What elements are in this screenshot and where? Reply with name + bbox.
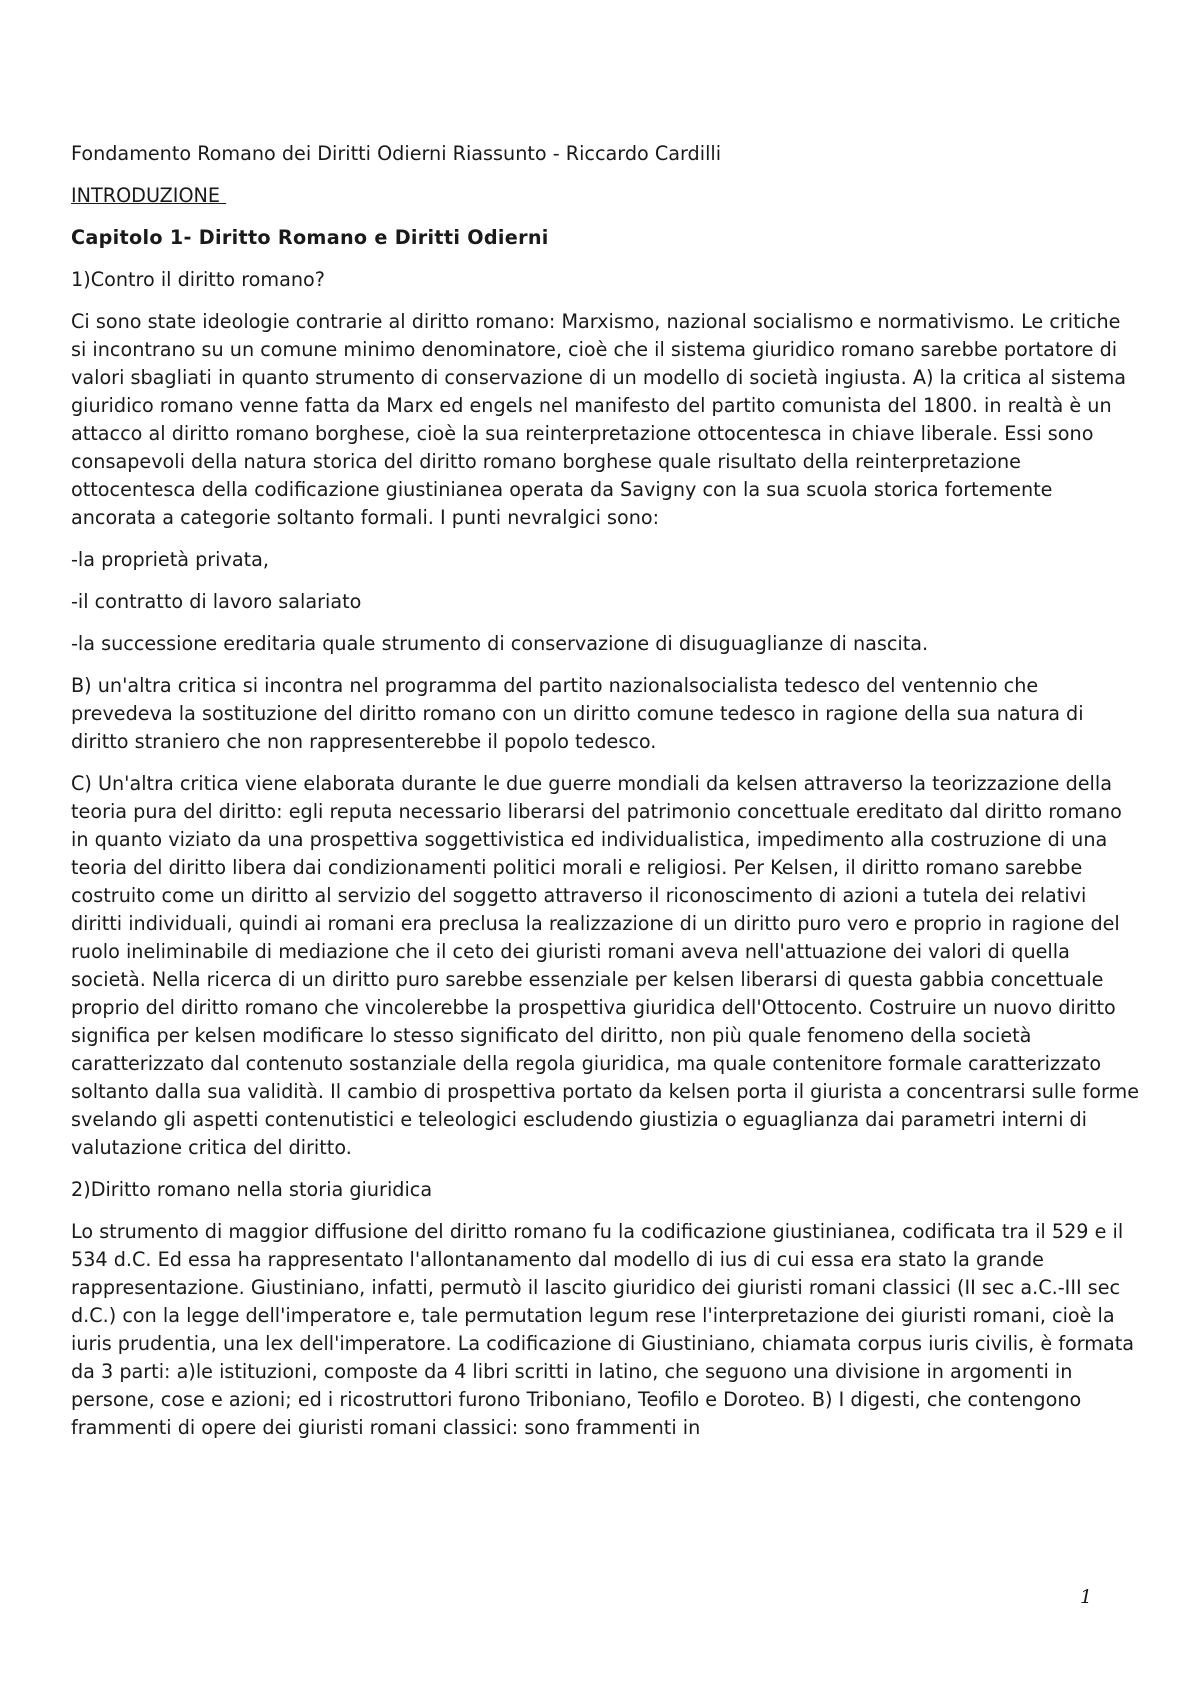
section-heading-contro: 1)Contro il diritto romano? xyxy=(71,268,325,291)
chapter-heading: Capitolo 1- Diritto Romano e Diritti Odierni xyxy=(71,226,549,249)
document-page xyxy=(71,140,1141,1456)
page-number: 1 xyxy=(1080,1586,1093,1608)
section-heading-storia: 2)Diritto romano nella storia giuridica xyxy=(71,1178,433,1201)
list-item-proprieta: -la proprietà privata, xyxy=(71,548,269,571)
paragraph-critica-b: B) un'altra critica si incontra nel programma del partito nazionalsocialista tedesco del ventennio che prevedeva la sostituzione del diritto romano con un diritto comune tedesco in ragione della sua natura di diritto straniero che non rappresenterebbe il popolo tedesco. xyxy=(71,674,1084,753)
paragraph-codificazione: Lo strumento di maggior diffusione del diritto romano fu la codificazione giustinianea, codificata tra il 529 e il 534 d.C. Ed essa ha rappresentato l'allontanamento dal modello di ius di cui essa era stato la grande rappresentazione. Giustiniano, infatti, permutò il lascito giuridico dei giuristi romani classici (II sec a.C.-III sec d.C.) con la legge dell'imperatore e, tale permutation legum rese l'interpretazione dei giuristi romani, cioè la iuris prudentia, una lex dell'imperatore. La codificazione di Giustiniano, chiamata corpus iuris civilis, è formata da 3 parti: a)le istituzioni, composte da 4 libri scritti in latino, che seguono una divisione in argomenti in persone, cose e azioni; ed i ricostruttori furono Triboniano, Teofilo e Doroteo. B) I digesti, che contengono frammenti di opere dei giuristi romani classici: sono frammenti in xyxy=(71,1220,1134,1439)
list-item-contratto: -il contratto di lavoro salariato xyxy=(71,590,362,613)
introduction-heading: INTRODUZIONE xyxy=(71,184,227,207)
paragraph-critica-c: C) Un'altra critica viene elaborata durante le due guerre mondiali da kelsen attraverso la teorizzazione della teoria pura del diritto: egli reputa necessario liberarsi del patrimonio concettuale ereditato dal diritto romano in quanto viziato da una prospettiva soggettivistica ed individualistica, impedimento alla costruzione di una teoria del diritto libera dai condizionamenti politici morali e religiosi. Per Kelsen, il diritto romano sarebbe costruito come un diritto al servizio del soggetto attraverso il riconoscimento di azioni a tutela dei relativi diritti individuali, quindi ai romani era preclusa la realizzazione di un diritto puro vero e proprio in ragione del ruolo ineliminabile di mediazione che il ceto dei giuristi romani aveva nell'attuazione dei valori di quella società. Nella ricerca di un diritto puro sarebbe essenziale per kelsen liberarsi di questa gabbia concettuale proprio del diritto romano che vincolerebbe la prospettiva giuridica dell'Ottocento. Costruire un nuovo diritto significa per kelsen modificare lo stesso significato del diritto, non più quale fenomeno della società caratterizzato dal contenuto sostanziale della regola giuridica, ma quale contenitore formale caratterizzato soltanto dalla sua validità. Il cambio di prospettiva portato da kelsen porta il giurista a concentrarsi sulle forme svelando gli aspetti contenutistici e teleologici escludendo giustizia o eguaglianza dai parametri interni di valutazione critica del diritto. xyxy=(71,772,1140,1159)
paragraph-ideologie: Ci sono state ideologie contrarie al diritto romano: Marxismo, nazional socialismo e normativismo. Le critiche si incontrano su un comune minimo denominatore, cioè che il sistema giuridico romano sarebbe portatore di valori sbagliati in quanto strumento di conservazione di un modello di società ingiusta. A) la critica al sistema giuridico romano venne fatta da Marx ed engels nel manifesto del partito comunista del 1800. in realtà è un attacco al diritto romano borghese, cioè la sua reinterpretazione ottocentesca in chiave liberale. Essi sono consapevoli della natura storica del diritto romano borghese quale risultato della reinterpretazione ottocentesca della codificazione giustinianea operata da Savigny con la sua scuola storica fortemente ancorata a categorie soltanto formali. I punti nevralgici sono: xyxy=(71,310,1127,529)
document-title: Fondamento Romano dei Diritti Odierni Riassunto - Riccardo Cardilli xyxy=(71,142,722,165)
list-item-successione: -la successione ereditaria quale strumento di conservazione di disuguaglianze di nascita. xyxy=(71,632,929,655)
